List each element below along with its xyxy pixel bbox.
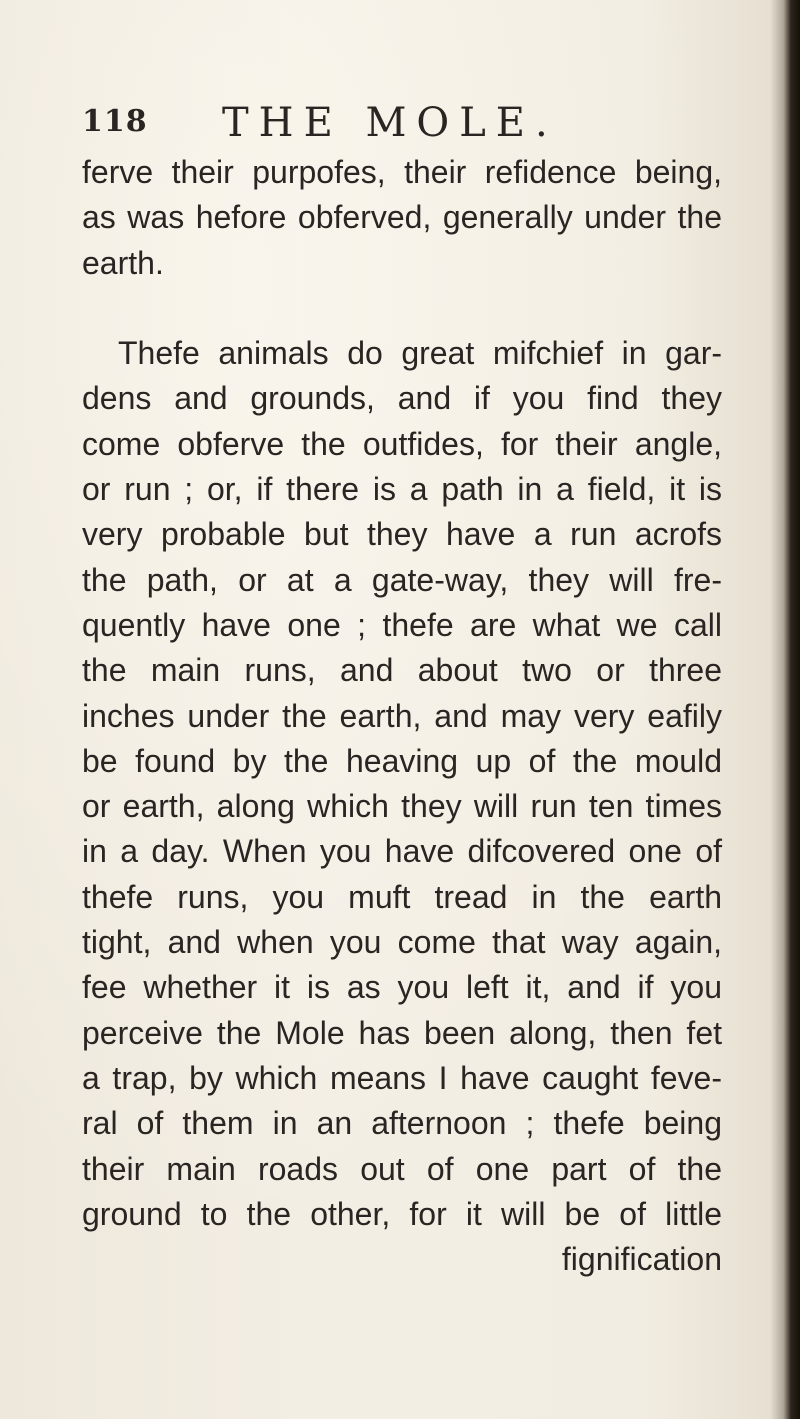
text-line: Thefe animals do great mifchief in gar-	[118, 335, 722, 372]
text-line: quently have one ; thefe are what we call	[82, 606, 722, 643]
body-text	[82, 150, 722, 1282]
text-line: a trap, by which means I have caught feve-	[82, 1059, 722, 1096]
text-line: as was hefore obferved, generally under the	[82, 199, 722, 236]
page-header	[82, 100, 722, 150]
text-line: ground to the other, for it will be of little	[82, 1195, 722, 1232]
paragraph-gap	[82, 286, 722, 331]
text-line: tight, and when you come that way again,	[82, 924, 722, 961]
text-line: earth.	[82, 244, 164, 281]
text-line: come obferve the outfides, for their angle,	[82, 425, 722, 462]
text-line: their main roads out of one part of the	[82, 1150, 722, 1187]
running-title: THE MOLE.	[222, 100, 558, 146]
text-line: the main runs, and about two or three	[82, 652, 722, 689]
text-line: dens and grounds, and if you find they	[82, 380, 722, 417]
text-line: thefe runs, you muft tread in the earth	[82, 878, 722, 915]
text-line: ral of them in an afternoon ; thefe being	[82, 1105, 722, 1142]
text-line: be found by the heaving up of the mould	[82, 742, 722, 779]
text-line: the path, or at a gate-way, they will fre-	[82, 561, 722, 598]
text-line: or earth, along which they will run ten times	[82, 788, 722, 825]
binding-edge	[770, 0, 800, 1419]
text-line: perceive the Mole has been along, then fet	[82, 1014, 722, 1051]
page-number: 118	[82, 104, 148, 139]
text-line: inches under the earth, and may very eafily	[82, 697, 722, 734]
text-line: very probable but they have a run acrofs	[82, 516, 722, 553]
text-line: or run ; or, if there is a path in a field, it is	[82, 471, 722, 508]
text-line: in a day. When you have difcovered one of	[82, 833, 722, 870]
text-line: fee whether it is as you left it, and if you	[82, 969, 722, 1006]
text-line: ferve their purpofes, their refidence being,	[82, 154, 722, 190]
catchword: fignification	[561, 1241, 722, 1278]
